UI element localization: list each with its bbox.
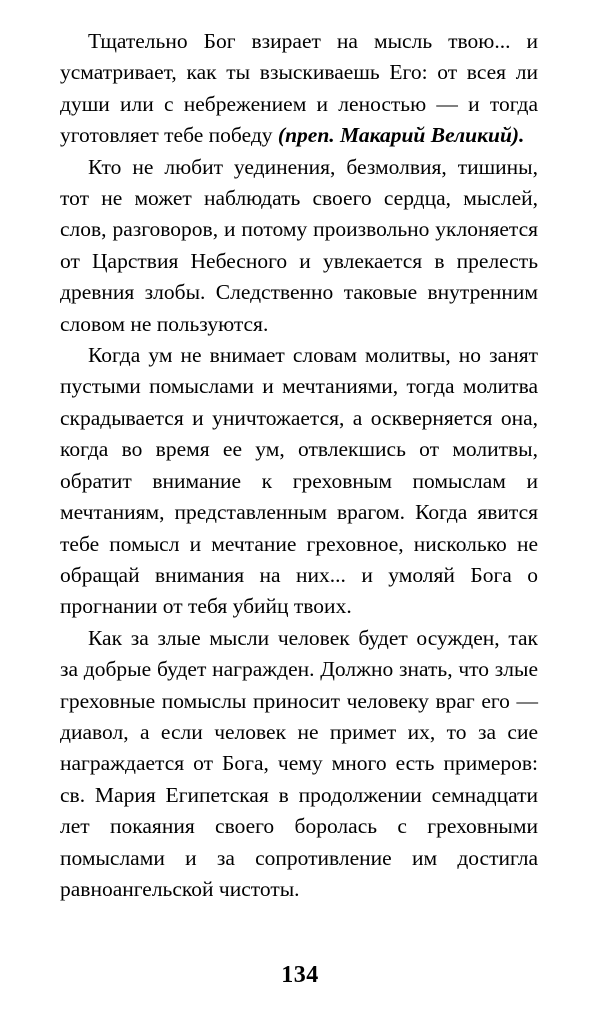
paragraph-1-text: Тщательно Бог взирает на мысль твою... и усматривает, как ты взыскиваешь Его: от всея ли души или с небрежением и леностью — и тогда уготовляет тебе победу <box>60 29 538 148</box>
paragraph-1-attribution: (преп. Макарий Великий). <box>277 123 525 148</box>
page-number: 134 <box>281 962 319 988</box>
paragraph-4: Как за злые мысли человек будет осужден, так за добрые будет награжден. Должно знать, что злые греховные помыслы приносит человеку враг его — диавол, а если человек не примет их, то за сие награждается от Бога, чему много есть примеров: св. Мария Египетская в продолжении семнадцати лет покаяния своего боролась с греховными помыслами и за сопротивление им достигла равноангельской чистоты. <box>60 625 538 901</box>
paragraph-2: Кто не любит уединения, безмолвия, тишины, тот не может наблюдать своего сердца, мыслей, слов, разговоров, и потому произвольно уклоняется от Царствия Небесного и увлекается в прелесть древния злобы. Следственно таковые внутренним словом не пользуются. <box>60 154 538 336</box>
page-text-body <box>60 26 538 905</box>
paragraph-1 <box>60 26 538 152</box>
paragraph-3: Когда ум не внимает словам молитвы, но занят пустыми помыслами и мечтаниями, тогда молитва скрадывается и уничтожается, а оскверняется она, когда во время ее ум, отвлекшись от молитвы, обратит внимание к греховным помыслам и мечтаниям, представленным врагом. Когда явится тебе помысл и мечтание греховное, нисколько не обращай внимания на них... и умоляй Бога о прогнании от тебя убийц твоих. <box>60 343 538 619</box>
